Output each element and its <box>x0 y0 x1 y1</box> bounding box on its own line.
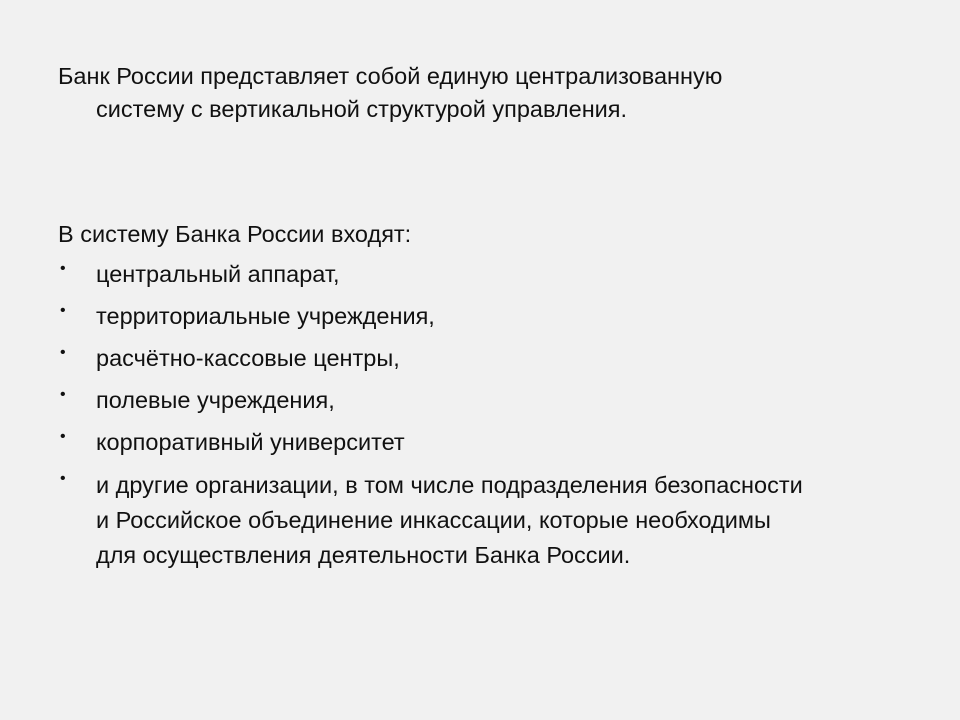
list-item-text-line-2: и Российское объединение инкассации, которые необходимы <box>96 507 771 533</box>
list-item-text-line-1: и другие организации, в том числе подразделения безопасности <box>96 472 803 498</box>
list-item <box>58 342 918 375</box>
bullet-icon: • <box>60 470 66 487</box>
intro-line-2: систему с вертикальной структурой управления. <box>96 96 628 122</box>
bullet-icon: • <box>60 344 66 361</box>
list-lead-text: В систему Банка России входят: <box>58 221 412 247</box>
list-item <box>58 300 918 333</box>
intro-paragraph <box>58 60 918 126</box>
list-item <box>58 258 918 291</box>
intro-line-1: Банк России представляет собой единую централизованную <box>58 63 723 89</box>
list-item-text: территориальные учреждения, <box>96 303 435 329</box>
bullet-icon: • <box>60 386 66 403</box>
list-item-text: корпоративный университет <box>96 429 405 455</box>
list-item-text-line-3: для осуществления деятельности Банка России. <box>96 542 631 568</box>
list-item <box>58 426 918 459</box>
bullet-icon: • <box>60 302 66 319</box>
bullet-icon: • <box>60 260 66 277</box>
list-item-text: расчётно-кассовые центры, <box>96 345 400 371</box>
list-item <box>58 384 918 417</box>
list-item <box>58 468 918 573</box>
bullet-icon: • <box>60 428 66 445</box>
list-item-text: полевые учреждения, <box>96 387 335 413</box>
bullet-list <box>58 258 918 582</box>
list-item-text: центральный аппарат, <box>96 261 340 287</box>
